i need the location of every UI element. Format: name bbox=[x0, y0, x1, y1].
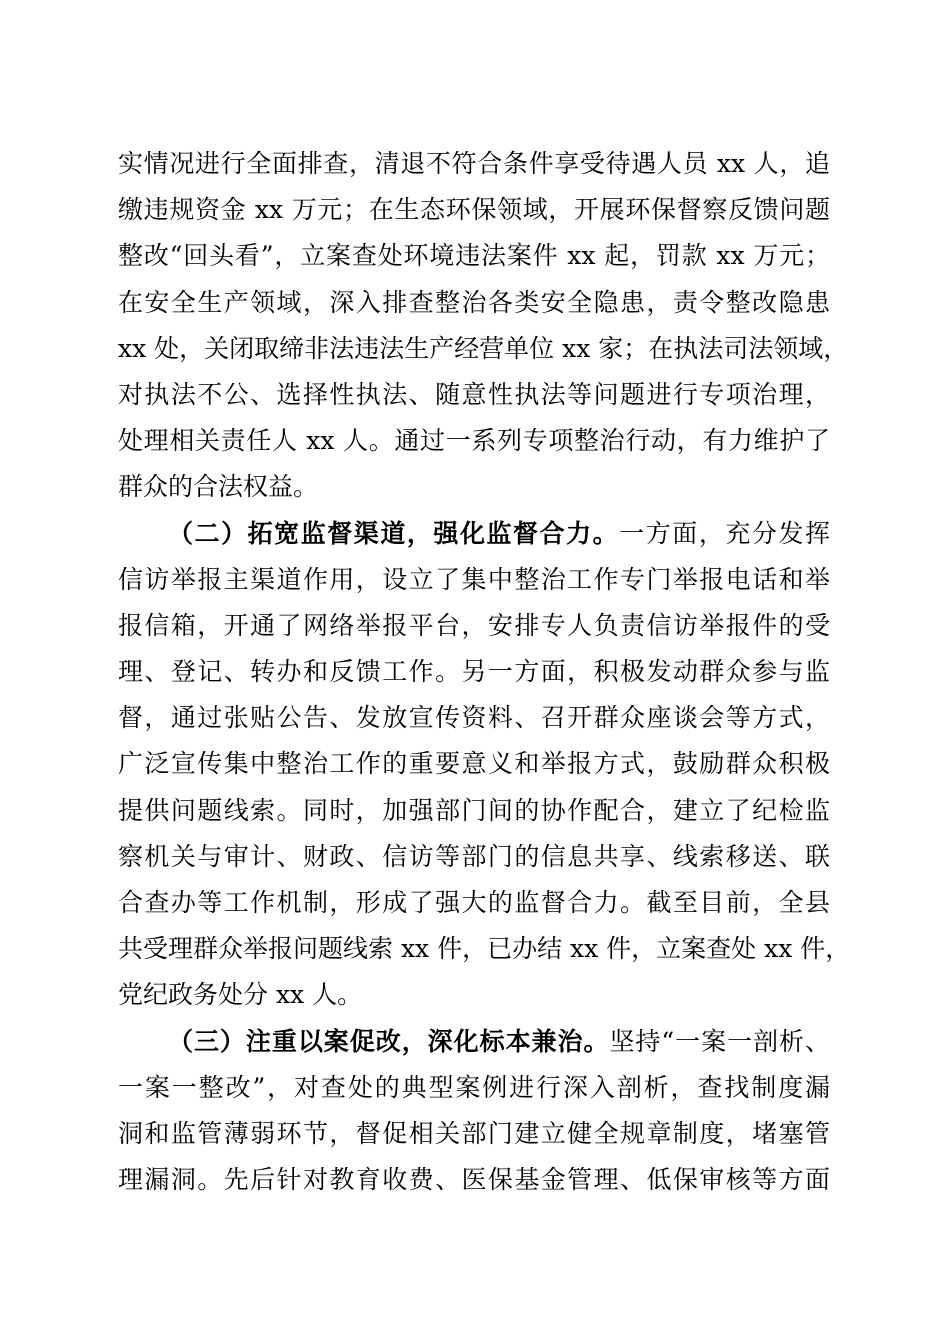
paragraph-3 bbox=[118, 1019, 830, 1204]
text-line: 洞和监管薄弱环节，督促相关部门建立健全规章制度，堵塞管 bbox=[118, 1118, 830, 1148]
paragraph-first-line bbox=[118, 1019, 830, 1065]
text-line: 共受理群众举报问题线索 xx 件，已办结 xx 件，立案查处 xx 件， bbox=[118, 934, 851, 964]
section-heading: （二）拓宽监督渠道，强化监督合力。 bbox=[168, 518, 620, 548]
text-line: 广泛宣传集中整治工作的重要意义和举报方式，鼓励群众积极 bbox=[118, 749, 830, 779]
text-line: 察机关与审计、财政、信访等部门的信息共享、线索移送、联 bbox=[118, 841, 830, 871]
text-line: 实情况进行全面排查，清退不符合条件享受待遇人员 xx 人，追 bbox=[118, 149, 830, 178]
text-line: 督，通过张贴公告、发放宣传资料、召开群众座谈会等方式， bbox=[118, 703, 830, 733]
paragraph-1 bbox=[118, 141, 849, 511]
text-line: 群众的合法权益。 bbox=[118, 472, 319, 502]
paragraph-2 bbox=[118, 511, 851, 1019]
text-line: xx 处，关闭取缔非法违法生产经营单位 xx 家；在执法司法领域， bbox=[118, 333, 849, 363]
text-line: 理、登记、转办和反馈工作。另一方面，积极发动群众参与监 bbox=[118, 657, 830, 687]
paragraph-first-line bbox=[118, 511, 830, 557]
text-line: 整改“回头看”，立案查处环境违法案件 xx 起，罚款 xx 万元； bbox=[118, 241, 830, 271]
section-heading: （三）注重以案促改，深化标本兼治。 bbox=[168, 1026, 610, 1056]
text-line: 对执法不公、选择性执法、随意性执法等问题进行专项治理， bbox=[118, 379, 830, 409]
text-run: 一方面，充分发挥 bbox=[619, 518, 830, 548]
text-line: 党纪政务处分 xx 人。 bbox=[118, 980, 363, 1010]
text-line: 缴违规资金 xx 万元；在生态环保领域，开展环保督察反馈问题 bbox=[118, 195, 830, 225]
text-line: 提供问题线索。同时，加强部门间的协作配合，建立了纪检监 bbox=[118, 795, 830, 825]
document-body bbox=[118, 141, 851, 1203]
text-line: 合查办等工作机制，形成了强大的监督合力。截至目前，全县 bbox=[118, 888, 830, 917]
text-line: 在安全生产领域，深入排查整治各类安全隐患，责令整改隐患 bbox=[118, 287, 830, 317]
text-line: 报信箱，开通了网络举报平台，安排专人负责信访举报件的受 bbox=[118, 610, 830, 640]
text-line: 理漏洞。先后针对教育收费、医保基金管理、低保审核等方面 bbox=[118, 1165, 830, 1195]
text-line: 一案一整改”，对查处的典型案例进行深入剖析，查找制度漏 bbox=[118, 1072, 830, 1102]
text-line: 信访举报主渠道作用，设立了集中整治工作专门举报电话和举 bbox=[118, 564, 830, 594]
text-run: 坚持“一案一剖析、 bbox=[609, 1026, 830, 1056]
text-line: 处理相关责任人 xx 人。通过一系列专项整治行动，有力维护了 bbox=[118, 426, 830, 456]
